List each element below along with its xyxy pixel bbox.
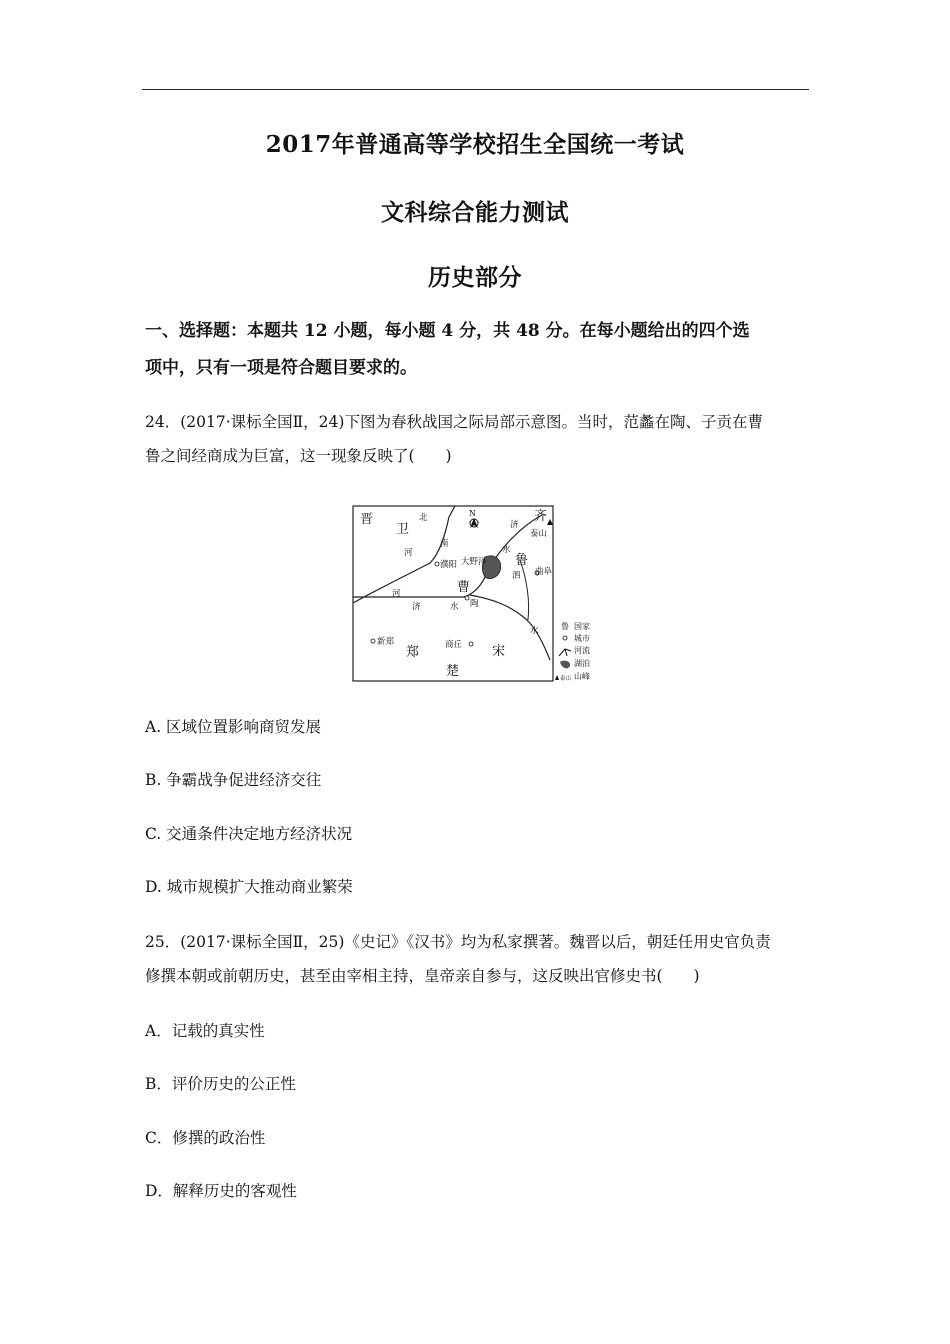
- legend-lake: 湖泊: [574, 659, 590, 668]
- q25-option-a: A．记载的真实性: [145, 1022, 265, 1040]
- river-label-shui-2: 水: [450, 602, 459, 612]
- q25-option-d: D．解释历史的客观性: [145, 1182, 297, 1200]
- question-24-stem: 24．(2017·课标全国Ⅱ，24)下图为春秋战国之际局部示意图。当时，范蠡在陶、子贡在曹 鲁之间经商成为巨富，这一现象反映了( ): [145, 413, 763, 465]
- section-title: 历史部分: [428, 264, 522, 291]
- q25-option-c: C．修撰的政治性: [145, 1129, 266, 1147]
- state-chu: 楚: [446, 664, 460, 679]
- city-qufu: 曲阜: [535, 567, 553, 577]
- section-instructions: 一、选择题：本题共 12 小题，每小题 4 分，共 48 分。在每小题给出的四个选 项中，只有一项是符合题目要求的。: [145, 321, 750, 378]
- city-shangqiu-dot: [469, 642, 473, 646]
- exam-title: 2017年普通高等学校招生全国统一考试: [265, 131, 685, 158]
- city-tao-dot: [465, 596, 469, 600]
- mountain-taishan: 泰山: [530, 529, 548, 539]
- legend-city-icon: [563, 636, 567, 640]
- map-frame: [353, 506, 553, 681]
- state-jin: 晋: [360, 512, 374, 527]
- legend-mountain: 山峰: [574, 672, 590, 681]
- city-xinzheng: 新郑: [377, 637, 395, 647]
- q24-option-b: B. 争霸战争促进经济交往: [145, 771, 322, 789]
- legend-river: 河流: [574, 646, 590, 655]
- legend-state-sample: 鲁: [561, 622, 569, 631]
- city-puyang-dot: [435, 562, 439, 566]
- north-label: N: [469, 509, 476, 518]
- river-label-shui-1: 水: [502, 545, 511, 555]
- river-label-he-1: 河: [404, 548, 413, 558]
- river-label-ji-2: 济: [412, 602, 421, 612]
- q24-option-d: D. 城市规模扩大推动商业繁荣: [145, 878, 353, 896]
- legend-lake-icon: [560, 661, 570, 669]
- q25-option-b: B．评价历史的公正性: [145, 1075, 296, 1093]
- state-song: 宋: [492, 644, 506, 659]
- river-label-shui-3: 水: [530, 626, 539, 636]
- state-lu: 鲁: [515, 553, 529, 568]
- river-label-bei: 北: [419, 513, 428, 523]
- lake-daye-label: 大野泽: [461, 557, 487, 567]
- river-label-ji-1: 济: [510, 520, 519, 530]
- river-label-nan: 南: [440, 539, 449, 549]
- exam-subtitle: 文科综合能力测试: [381, 199, 569, 226]
- river-label-si: 泗: [512, 571, 521, 581]
- city-xinzheng-dot: [371, 639, 375, 643]
- state-zheng: 郑: [406, 645, 420, 660]
- legend-mountain-icon: [555, 675, 559, 680]
- legend-mountain-sample: 泰山: [560, 676, 572, 682]
- si-river-upper-line: [520, 560, 529, 620]
- city-puyang: 濮阳: [440, 560, 458, 570]
- city-tao: 陶: [470, 599, 479, 609]
- spring-autumn-map: [352, 505, 604, 683]
- legend-river-icon: [559, 649, 571, 656]
- q24-option-a: A. 区域位置影响商贸发展: [145, 718, 322, 736]
- top-rule: [142, 89, 809, 90]
- legend-state: 国家: [574, 622, 590, 631]
- mountain-taishan-icon: [547, 519, 553, 525]
- state-qi: 齐: [534, 509, 548, 524]
- state-cao: 曹: [457, 580, 471, 595]
- river-label-he-2: 河: [392, 589, 401, 599]
- city-shangqiu: 商丘: [445, 640, 463, 650]
- state-wei: 卫: [396, 522, 410, 537]
- legend-city: 城市: [574, 634, 590, 643]
- q24-option-c: C. 交通条件决定地方经济状况: [145, 825, 353, 843]
- question-25-stem: 25．(2017·课标全国Ⅱ，25)《史记》《汉书》均为私家撰著。魏晋以后，朝廷任用史官负责 修撰本朝或前朝历史，甚至由宰相主持，皇帝亲自参与，这反映出官修史书( ): [145, 933, 771, 985]
